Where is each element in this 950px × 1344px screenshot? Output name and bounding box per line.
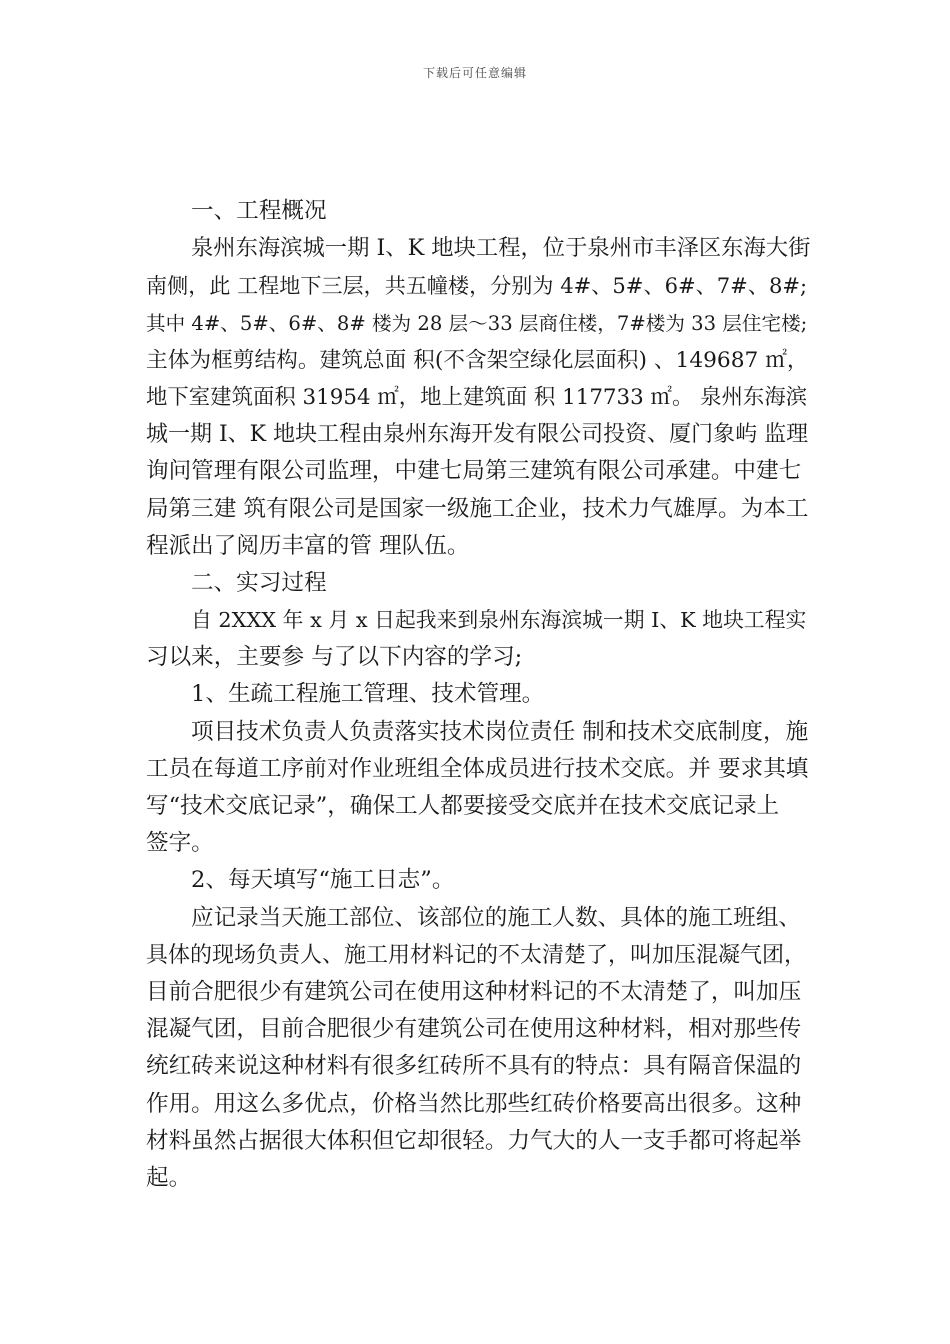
text-line: 混凝气团，目前合肥很少有建筑公司在使用这种材料，相对那些传 <box>146 1016 802 1043</box>
text-line: 工员在每道工序前对作业班组全体成员进行技术交底。并 要求其填 <box>146 755 809 782</box>
document-body <box>146 193 810 1197</box>
text-line: 具体的现场负责人、施工用材料记的不太清楚了，叫加压混凝气团， <box>146 942 807 968</box>
text-line: 程派出了阅历丰富的管 理队伍。 <box>146 532 470 559</box>
text-line: 局第三建 筑有限公司是国家一级施工企业，技术力气雄厚。为本工 <box>146 495 809 522</box>
text-line: 作用。用这么多优点，价格当然比那些红砖价格要高出很多。这种 <box>146 1090 802 1117</box>
text-line: 主体为框剪结构。建筑总面 积(不含架空绿化层面积) 、149687 ㎡， <box>146 347 809 373</box>
text-line: 起。 <box>146 1164 192 1191</box>
text-line: 二、实习过程 <box>191 569 327 596</box>
text-line: 应记录当天施工部位、该部位的施工人数、具体的施工班组、 <box>191 904 802 931</box>
text-line: 材料虽然占据很大体积但它却很轻。力气大的人一支手都可将起举 <box>146 1127 802 1154</box>
text-line: 习以来，主要参 与了以下内容的学习; <box>146 644 523 671</box>
text-line: 泉州东海滨城一期 I、K 地块工程，位于泉州市丰泽区东海大街 <box>191 235 811 262</box>
text-line: 写“技术交底记录”，确保工人都要接受交底并在技术交底记录上 <box>146 793 780 819</box>
text-line: 项目技术负责人负责落实技术岗位责任 制和技术交底制度，施 <box>191 718 809 745</box>
text-line: 地下室建筑面积 31954 ㎡，地上建筑面 积 117733 ㎡。 泉州东海滨 <box>146 384 808 410</box>
text-line: 一、工程概况 <box>191 198 327 224</box>
text-line: 其中 4#、5#、6#、8# 楼为 28 层～33 层商住楼，7#楼为 33 层住宅楼; <box>146 311 808 335</box>
text-line: 目前合肥很少有建筑公司在使用这种材料记的不太清楚了，叫加压 <box>146 978 802 1005</box>
text-line: 统红砖来说这种材料有很多红砖所不具有的特点：具有隔音保温的 <box>146 1053 802 1080</box>
page-header: 下载后可任意编辑 <box>422 66 527 80</box>
text-line: 城一期 I、K 地块工程由泉州东海开发有限公司投资、厦门象屿 监理 <box>146 422 809 448</box>
text-line: 南侧，此 工程地下三层，共五幢楼，分别为 4#、5#、6#、7#、8#; <box>146 273 808 299</box>
text-line: 签字。 <box>146 830 214 857</box>
text-line: 2、每天填写“施工日志”。 <box>191 867 455 894</box>
text-line: 1、生疏工程施工管理、技术管理。 <box>191 681 545 708</box>
text-line: 询问管理有限公司监理，中建七局第三建筑有限公司承建。中建七 <box>146 458 802 485</box>
text-line: 自 2XXX 年 x 月 x 日起我来到泉州东海滨城一期 I、K 地块工程实 <box>191 608 807 633</box>
